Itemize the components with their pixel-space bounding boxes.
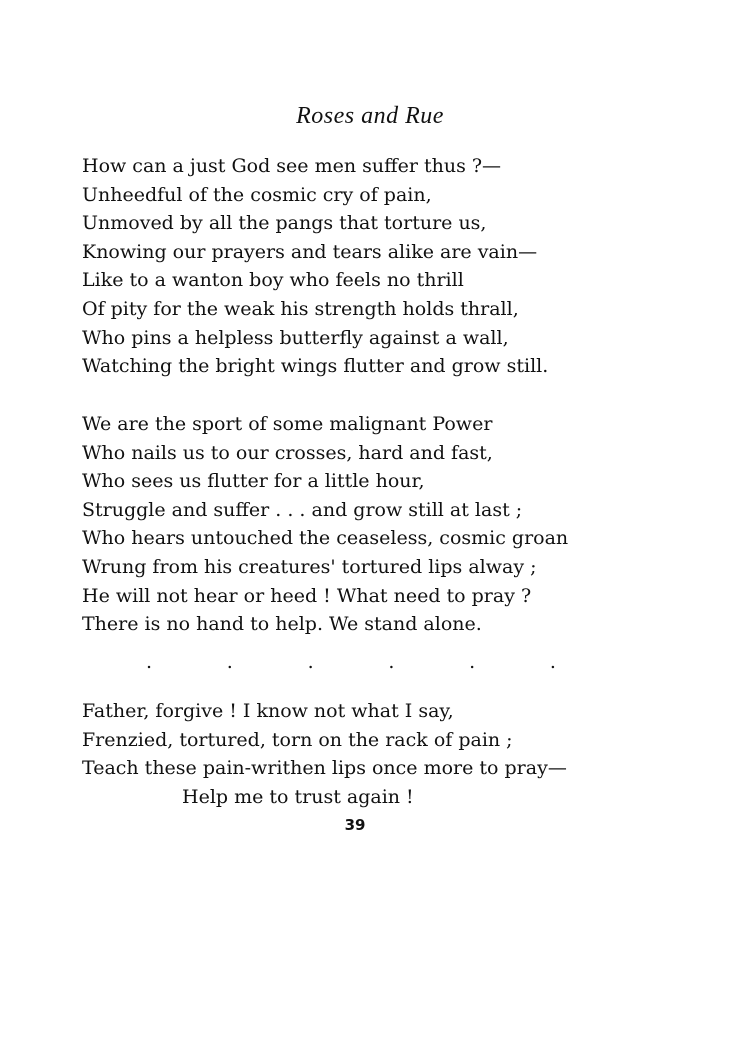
poem-line: Wrung from his creatures' tortured lips alway ;	[82, 555, 537, 578]
separator-dot: .	[307, 651, 314, 673]
poem-line: Of pity for the weak his strength holds thrall,	[82, 297, 519, 320]
poem-line: Who sees us flutter for a little hour,	[82, 470, 425, 493]
poem-line: There is no hand to help. We stand alone.	[82, 613, 482, 636]
poem-line: Who pins a helpless butterfly against a wall,	[82, 326, 509, 349]
stanza	[82, 410, 568, 639]
poem-line: Frenzied, tortured, torn on the rack of pain ;	[82, 728, 513, 751]
separator-dot: .	[469, 651, 476, 673]
poem-line: We are the sport of some malignant Power	[82, 413, 493, 435]
poem-line: How can a just God see men suffer thus ?—	[82, 155, 502, 177]
poem-line: Who nails us to our crosses, hard and fast,	[82, 441, 493, 464]
poem-line: Who hears untouched the ceaseless, cosmic groan	[82, 527, 569, 550]
stanza	[82, 697, 567, 811]
poem-line: Struggle and suffer . . . and grow still at last ;	[82, 498, 523, 521]
separator-dot: .	[549, 651, 556, 673]
page-number: 39	[344, 816, 366, 834]
poem-line: Like to a wanton boy who feels no thrill	[82, 269, 464, 292]
poem-line: Unmoved by all the pangs that torture us,	[82, 212, 487, 235]
separator-dot: .	[388, 651, 395, 673]
separator-dot: .	[146, 651, 153, 673]
poem-line: Knowing our prayers and tears alike are vain—	[82, 240, 538, 263]
poem-line: Watching the bright wings flutter and grow still.	[82, 355, 549, 378]
stanza	[82, 152, 548, 381]
poem-line: He will not hear or heed ! What need to pray ?	[82, 584, 532, 607]
poem-line: Teach these pain-writhen lips once more to pray—	[82, 757, 567, 780]
running-title: Roses and Rue	[296, 103, 444, 129]
poem-line: Unheedful of the cosmic cry of pain,	[82, 183, 432, 206]
separator-dot: .	[226, 651, 233, 673]
section-separator	[146, 652, 556, 672]
poem-line: Help me to trust again !	[182, 785, 414, 808]
poem-line: Father, forgive ! I know not what I say,	[82, 700, 454, 722]
